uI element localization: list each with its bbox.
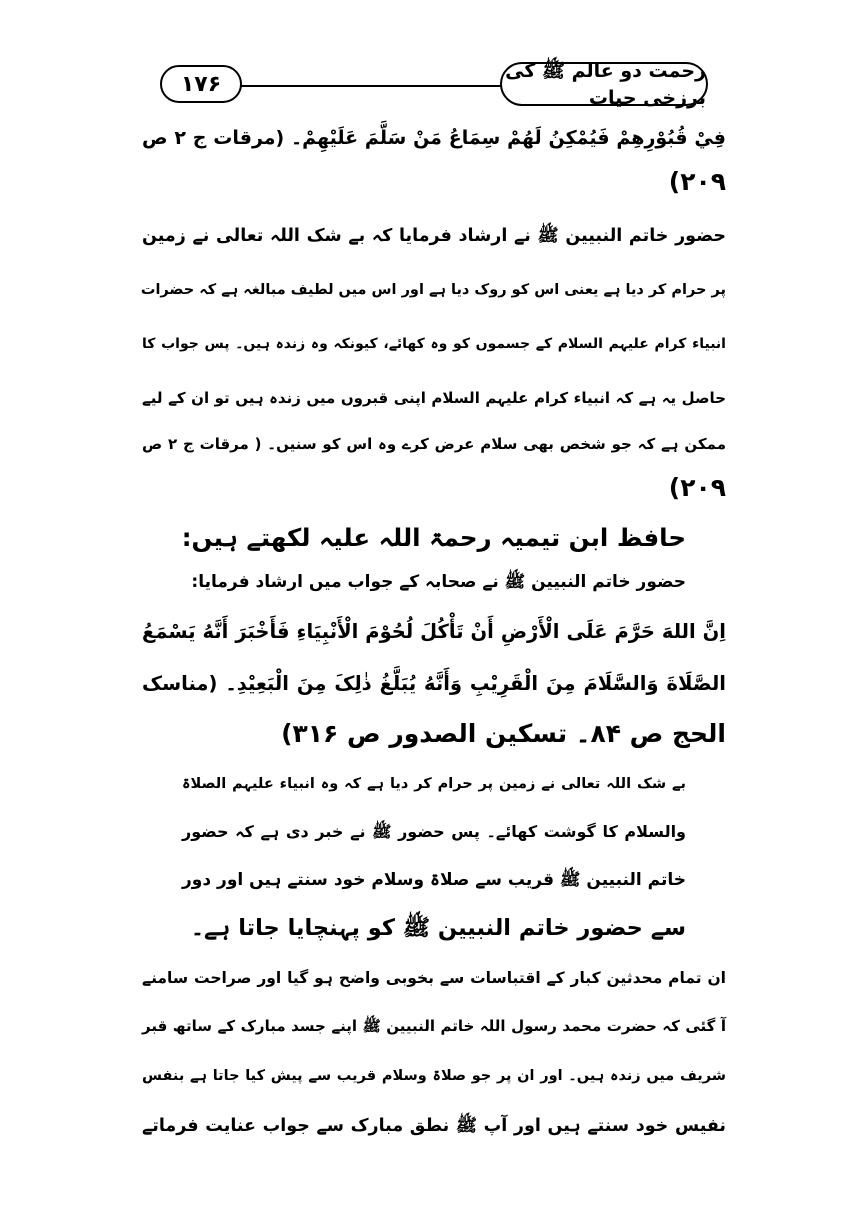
text-line-2: ۲۰۹) [668, 167, 726, 196]
text-line-8: ۲۰۹) [668, 473, 726, 502]
text-line-16: خاتم النبیین ﷺ قریب سے صلاۃ وسلام خود سنتے ہیں اور دور [182, 870, 686, 890]
text-line-13: الحج ص ۸۴۔ تسکین الصدور ص ۳۱۶) [281, 719, 726, 748]
text-line-19: آ گئی کہ حضرت محمد رسول اللہ خاتم النبیین ﷺ اپنے جسد مبارک کے ساتھ قبر [142, 1017, 726, 1035]
text-line-15: والسلام کا گوشت کھائے۔ پس حضور ﷺ نے خبر دی ہے کہ حضور [182, 822, 686, 841]
running-title: رحمت دو عالم ﷺ کی برزخی حیات [500, 62, 708, 106]
text-line-3: حضور خاتم النبیین ﷺ نے ارشاد فرمایا کہ بے شک اللہ تعالی نے زمین [142, 226, 726, 246]
text-line-10: حضور خاتم النبیین ﷺ نے صحابہ کے جواب میں ارشاد فرمایا: [191, 572, 686, 592]
page-number: ۱۷۶ [160, 65, 242, 103]
text-line-18: ان تمام محدثین کبار کے اقتباسات سے بخوبی واضح ہو گیا اور صراحت سامنے [142, 969, 726, 987]
text-line-21: نفیس خود سنتے ہیں اور آپ ﷺ نطق مبارک سے جواب عنایت فرماتے [142, 1116, 726, 1136]
text-line-5: انبیاء کرام علیہم السلام کے جسموں کو وہ کھائے، کیونکہ وہ زندہ ہیں۔ پس جواب کا [142, 336, 726, 352]
page-header [160, 62, 708, 108]
text-line-11: اِنَّ اللهَ حَرَّمَ عَلَى الْأَرْضِ أَنْ تَأْكُلَ لُحُوْمَ الْأَنْبِيَاءِ فَأَخْبَرَ أَنَّهُ يَسْمَعُ [142, 620, 726, 643]
text-line-14: بے شک اللہ تعالی نے زمین پر حرام کر دیا ہے کہ وہ انبیاء علیہم الصلاۃ [182, 776, 686, 792]
text-line-7: ممکن ہے کہ جو شخص بھی سلام عرض کرے وہ اس کو سنیں۔ ( مرقات ج ۲ ص [142, 435, 726, 453]
text-line-9: حافظ ابن تیمیہ رحمۃ اللہ علیہ لکھتے ہیں: [181, 523, 686, 552]
header-rule [236, 85, 504, 87]
text-line-4: پر حرام کر دیا ہے یعنی اس کو روک دیا ہے اور اس میں لطیف مبالغہ ہے کہ حضرات [140, 282, 726, 298]
text-line-17: سے حضور خاتم النبیین ﷺ کو پہنچایا جاتا ہے۔ [190, 915, 686, 941]
text-line-6: حاصل یہ ہے کہ انبیاء کرام علیہم السلام اپنی قبروں میں زندہ ہیں تو ان کے لیے [142, 389, 726, 407]
text-line-20: شریف میں زندہ ہیں۔ اور ان پر جو صلاۃ وسلام قریب سے پیش کیا جاتا ہے بنفس [142, 1068, 726, 1084]
text-line-12: الصَّلَاةَ وَالسَّلَامَ مِنَ الْقَرِيْبِ وَأَنَّهُ يُبَلَّغُ ذٰلِکَ مِنَ الْبَعِيْدِ۔ (مناسک [142, 672, 726, 695]
text-line-1: فِيْ قُبُوْرِهِمْ فَيُمْكِنُ لَهُمْ سِمَاعُ مَنْ سَلَّمَ عَلَيْهِمْ۔ (مرقات ج ۲ ص [142, 127, 726, 149]
